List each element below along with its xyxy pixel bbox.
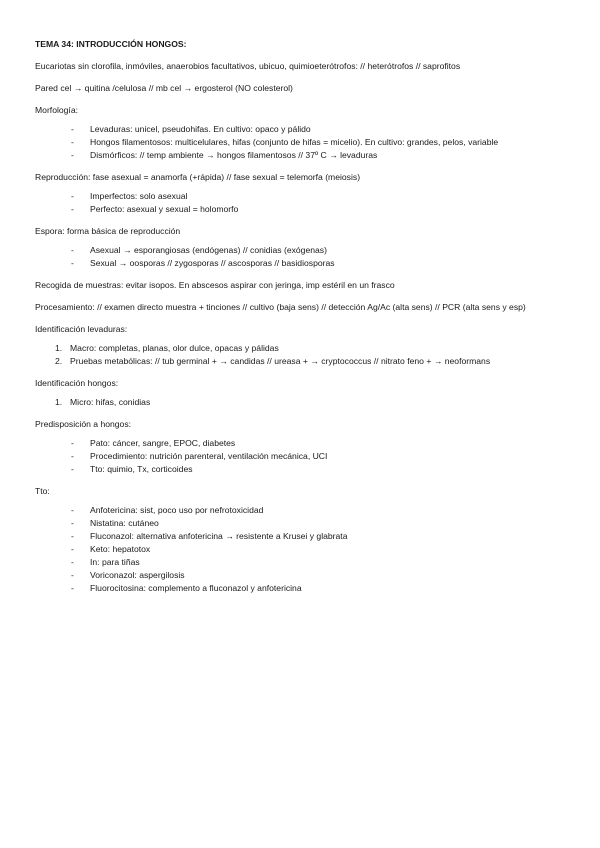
list-item-text: Levaduras: unicel, pseudohifas. En cultivo: opaco y pálido — [90, 124, 311, 134]
list-item-text: Voriconazol: aspergilosis — [90, 570, 185, 580]
espora-list — [35, 244, 565, 270]
dash-marker: - — [71, 191, 74, 201]
morfologia-list — [35, 123, 565, 162]
number-marker: 1. — [55, 343, 63, 353]
dash-marker: - — [71, 150, 74, 160]
list-item — [35, 136, 565, 149]
list-item — [35, 342, 565, 355]
predisposicion-list — [35, 437, 565, 476]
list-item — [35, 355, 565, 368]
number-marker: 2. — [55, 356, 63, 366]
dash-marker: - — [71, 583, 74, 593]
list-item — [35, 437, 565, 450]
list-item-text: In: para tiñas — [90, 557, 140, 567]
list-item-text: Micro: hifas, conidias — [70, 397, 151, 407]
list-item-text: Fluorocitosina: complemento a fluconazol y anfotericina — [90, 583, 302, 593]
list-item — [35, 396, 565, 409]
paragraph-recogida: Recogida de muestras: evitar isopos. En abscesos aspirar con jeringa, imp estéril en un frasco — [35, 280, 395, 290]
list-item — [35, 463, 565, 476]
dash-marker: - — [71, 570, 74, 580]
id-hongos-list — [35, 396, 565, 409]
dash-marker: - — [71, 505, 74, 515]
dash-marker: - — [71, 464, 74, 474]
list-item — [35, 244, 565, 257]
list-item-text: Imperfectos: solo asexual — [90, 191, 188, 201]
dash-marker: - — [71, 438, 74, 448]
reproduccion-heading: Reproducción: fase asexual = anamorfa (+rápida) // fase sexual = telemorfa (meiosis) — [35, 172, 361, 182]
dash-marker: - — [71, 531, 74, 541]
list-item — [35, 530, 565, 543]
list-item-text: Macro: completas, planas, olor dulce, opacas y pálidas — [70, 343, 279, 353]
list-item — [35, 543, 565, 556]
list-item-text: Anfotericina: sist, poco uso por nefrotoxicidad — [90, 505, 264, 515]
id-levaduras-heading: Identificación levaduras: — [35, 324, 128, 334]
list-item — [35, 190, 565, 203]
dash-marker: - — [71, 557, 74, 567]
espora-heading: Espora: forma básica de reproducción — [35, 226, 181, 236]
paragraph-eucariotas: Eucariotas sin clorofila, inmóviles, anaerobios facultativos, ubicuo, quimioeterótrofos: // heterótrofos // saprofitos — [35, 61, 461, 71]
list-item-text: Nistatina: cutáneo — [90, 518, 159, 528]
list-item-text: Pruebas metabólicas: // tub germinal + → candidas // ureasa + → cryptococcus // nitrato feno + → neoformans — [70, 356, 491, 366]
list-item-text: Hongos filamentosos: multicelulares, hifas (conjunto de hifas = micelio). En cultivo: grandes, pelos, variable — [90, 137, 499, 147]
dash-marker: - — [71, 124, 74, 134]
list-item — [35, 517, 565, 530]
id-hongos-heading: Identificación hongos: — [35, 378, 119, 388]
dash-marker: - — [71, 137, 74, 147]
list-item — [35, 203, 565, 216]
list-item-text: Fluconazol: alternativa anfotericina → resistente a Krusei y glabrata — [90, 531, 348, 541]
dash-marker: - — [71, 245, 74, 255]
reproduccion-list — [35, 190, 565, 216]
morfologia-heading: Morfología: — [35, 105, 78, 115]
list-item — [35, 556, 565, 569]
dash-marker: - — [71, 518, 74, 528]
list-item-text: Pato: cáncer, sangre, EPOC, diabetes — [90, 438, 236, 448]
number-marker: 1. — [55, 397, 63, 407]
list-item-text: Procedimiento: nutrición parenteral, ventilación mecánica, UCI — [90, 451, 328, 461]
list-item-text: Asexual → esporangiosas (endógenas) // conidias (exógenas) — [90, 245, 327, 255]
dash-marker: - — [71, 258, 74, 268]
list-item — [35, 149, 565, 162]
list-item — [35, 582, 565, 595]
paragraph-procesamiento: Procesamiento: // examen directo muestra + tinciones // cultivo (baja sens) // detección Ag/Ac (alta sens) // PCR (alta sens y esp) — [35, 302, 526, 312]
list-item — [35, 569, 565, 582]
dash-marker: - — [71, 544, 74, 554]
list-item — [35, 504, 565, 517]
dash-marker: - — [71, 451, 74, 461]
list-item-text: Keto: hepatotox — [90, 544, 151, 554]
dash-marker: - — [71, 204, 74, 214]
list-item — [35, 450, 565, 463]
list-item-text: Tto: quimio, Tx, corticoides — [90, 464, 193, 474]
tto-heading: Tto: — [35, 486, 50, 496]
list-item — [35, 123, 565, 136]
paragraph-pared: Pared cel → quitina /celulosa // mb cel → ergosterol (NO colesterol) — [35, 83, 293, 93]
list-item — [35, 257, 565, 270]
list-item-text: Perfecto: asexual y sexual = holomorfo — [90, 204, 239, 214]
predisposicion-heading: Predisposición a hongos: — [35, 419, 132, 429]
page-title: TEMA 34: INTRODUCCIÓN HONGOS: — [35, 39, 187, 49]
document-page — [35, 38, 565, 604]
tto-list — [35, 504, 565, 595]
list-item-text: Sexual → oosporas // zygosporas // ascosporas // basidiosporas — [90, 258, 335, 268]
list-item-text: Dismórficos: // temp ambiente → hongos filamentosos // 37º C → levaduras — [90, 150, 378, 160]
id-levaduras-list — [35, 342, 565, 368]
